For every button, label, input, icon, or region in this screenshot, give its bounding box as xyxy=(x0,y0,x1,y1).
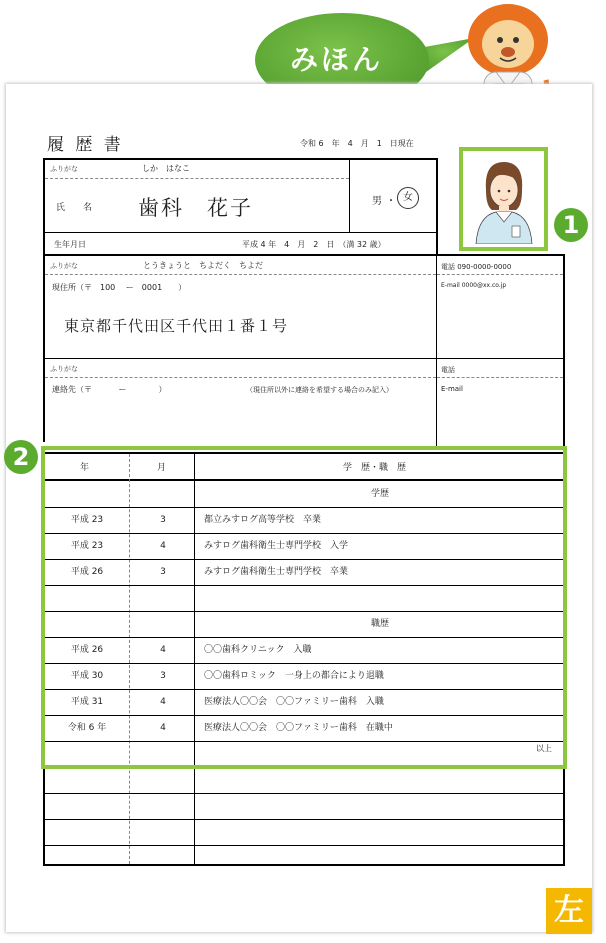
address-label: 現住所（〒 100 ー 0001 ） xyxy=(52,283,187,292)
history-month-cell: 3 xyxy=(160,567,166,577)
history-detail-cell: 〇〇歯科ロミック 一身上の都合により退職 xyxy=(204,671,384,681)
contact-furigana-label: ふりがな xyxy=(50,365,78,373)
history-month-cell: 4 xyxy=(160,541,166,551)
contact-phone: 電話 xyxy=(441,366,455,374)
history-year-cell: 平成 31 xyxy=(70,697,104,707)
history-year-cell: 平成 23 xyxy=(70,515,104,525)
history-detail-cell: 医療法人〇〇会 〇〇ファミリー歯科 在職中 xyxy=(204,723,393,733)
history-header-year: 年 xyxy=(80,463,90,473)
gender-male: 男 xyxy=(372,196,382,207)
portrait-photo-icon xyxy=(466,154,541,244)
gender-female: 女 xyxy=(397,187,419,209)
history-row-divider xyxy=(45,819,563,820)
history-year-cell: 平成 26 xyxy=(70,645,104,655)
contact-note: （現住所以外に連絡を希望する場合のみ記入） xyxy=(246,386,393,394)
history-month-cell: 4 xyxy=(160,645,166,655)
contact-email: E-mail xyxy=(441,385,463,393)
name-label: 氏 名 xyxy=(56,203,93,213)
address-furigana-label: ふりがな xyxy=(50,262,78,270)
history-month-cell: 4 xyxy=(160,697,166,707)
history-year-cell: 平成 23 xyxy=(70,541,104,551)
history-ijo: 以上 xyxy=(536,744,552,753)
history-detail-cell: 職歴 xyxy=(370,619,389,629)
history-detail-cell: 都立みすログ高等学校 卒業 xyxy=(204,515,322,525)
badge-history: 2 xyxy=(4,440,38,474)
phone-label: 電話 090-0000-0000 xyxy=(441,263,512,271)
address-value: 東京都千代田区千代田１番１号 xyxy=(64,317,289,335)
history-month-cell: 3 xyxy=(160,671,166,681)
history-detail-cell: 〇〇歯科クリニック 入職 xyxy=(204,645,312,655)
contact-label: 連絡先（〒 ー ） xyxy=(52,385,167,394)
address-furigana: とうきょうと ちよだく ちよだ xyxy=(143,261,263,270)
history-year-cell: 平成 30 xyxy=(70,671,104,681)
corner-tag: 左 xyxy=(546,888,592,934)
birth-value: 平成 4 年 4 月 2 日 （満 32 歳） xyxy=(242,240,386,249)
badge-photo: 1 xyxy=(554,208,588,242)
history-detail-cell: 医療法人〇〇会 〇〇ファミリー歯科 入職 xyxy=(204,697,384,707)
name-furigana: しか はなこ xyxy=(142,164,190,173)
email-label: E-mail 0000@xx.co.jp xyxy=(441,282,507,289)
callout-text: みほん xyxy=(290,43,384,76)
birth-label: 生年月日 xyxy=(54,240,86,249)
history-header-month: 月 xyxy=(157,463,167,473)
history-row-divider xyxy=(45,845,563,846)
gender-dot: ・ xyxy=(386,196,396,207)
history-header-detail: 学 歴・職 歴 xyxy=(343,463,407,473)
history-month-cell: 4 xyxy=(160,723,166,733)
history-detail-cell: 学歴 xyxy=(370,489,389,499)
name-furigana-label: ふりがな xyxy=(50,165,78,173)
history-highlight xyxy=(41,446,567,769)
document-title: 履 歴 書 xyxy=(47,135,124,155)
history-detail-cell: みすログ歯科衛生士専門学校 入学 xyxy=(204,541,349,551)
history-month-cell: 3 xyxy=(160,515,166,525)
history-year-cell: 令和 6 年 xyxy=(67,723,107,733)
applicant-name: 歯科 花子 xyxy=(138,196,253,220)
history-row-divider xyxy=(45,793,563,794)
history-detail-cell: みすログ歯科衛生士専門学校 卒業 xyxy=(204,567,349,577)
history-year-cell: 平成 26 xyxy=(70,567,104,577)
document-date: 令和 6 年 4 月 1 日現在 xyxy=(300,139,414,148)
